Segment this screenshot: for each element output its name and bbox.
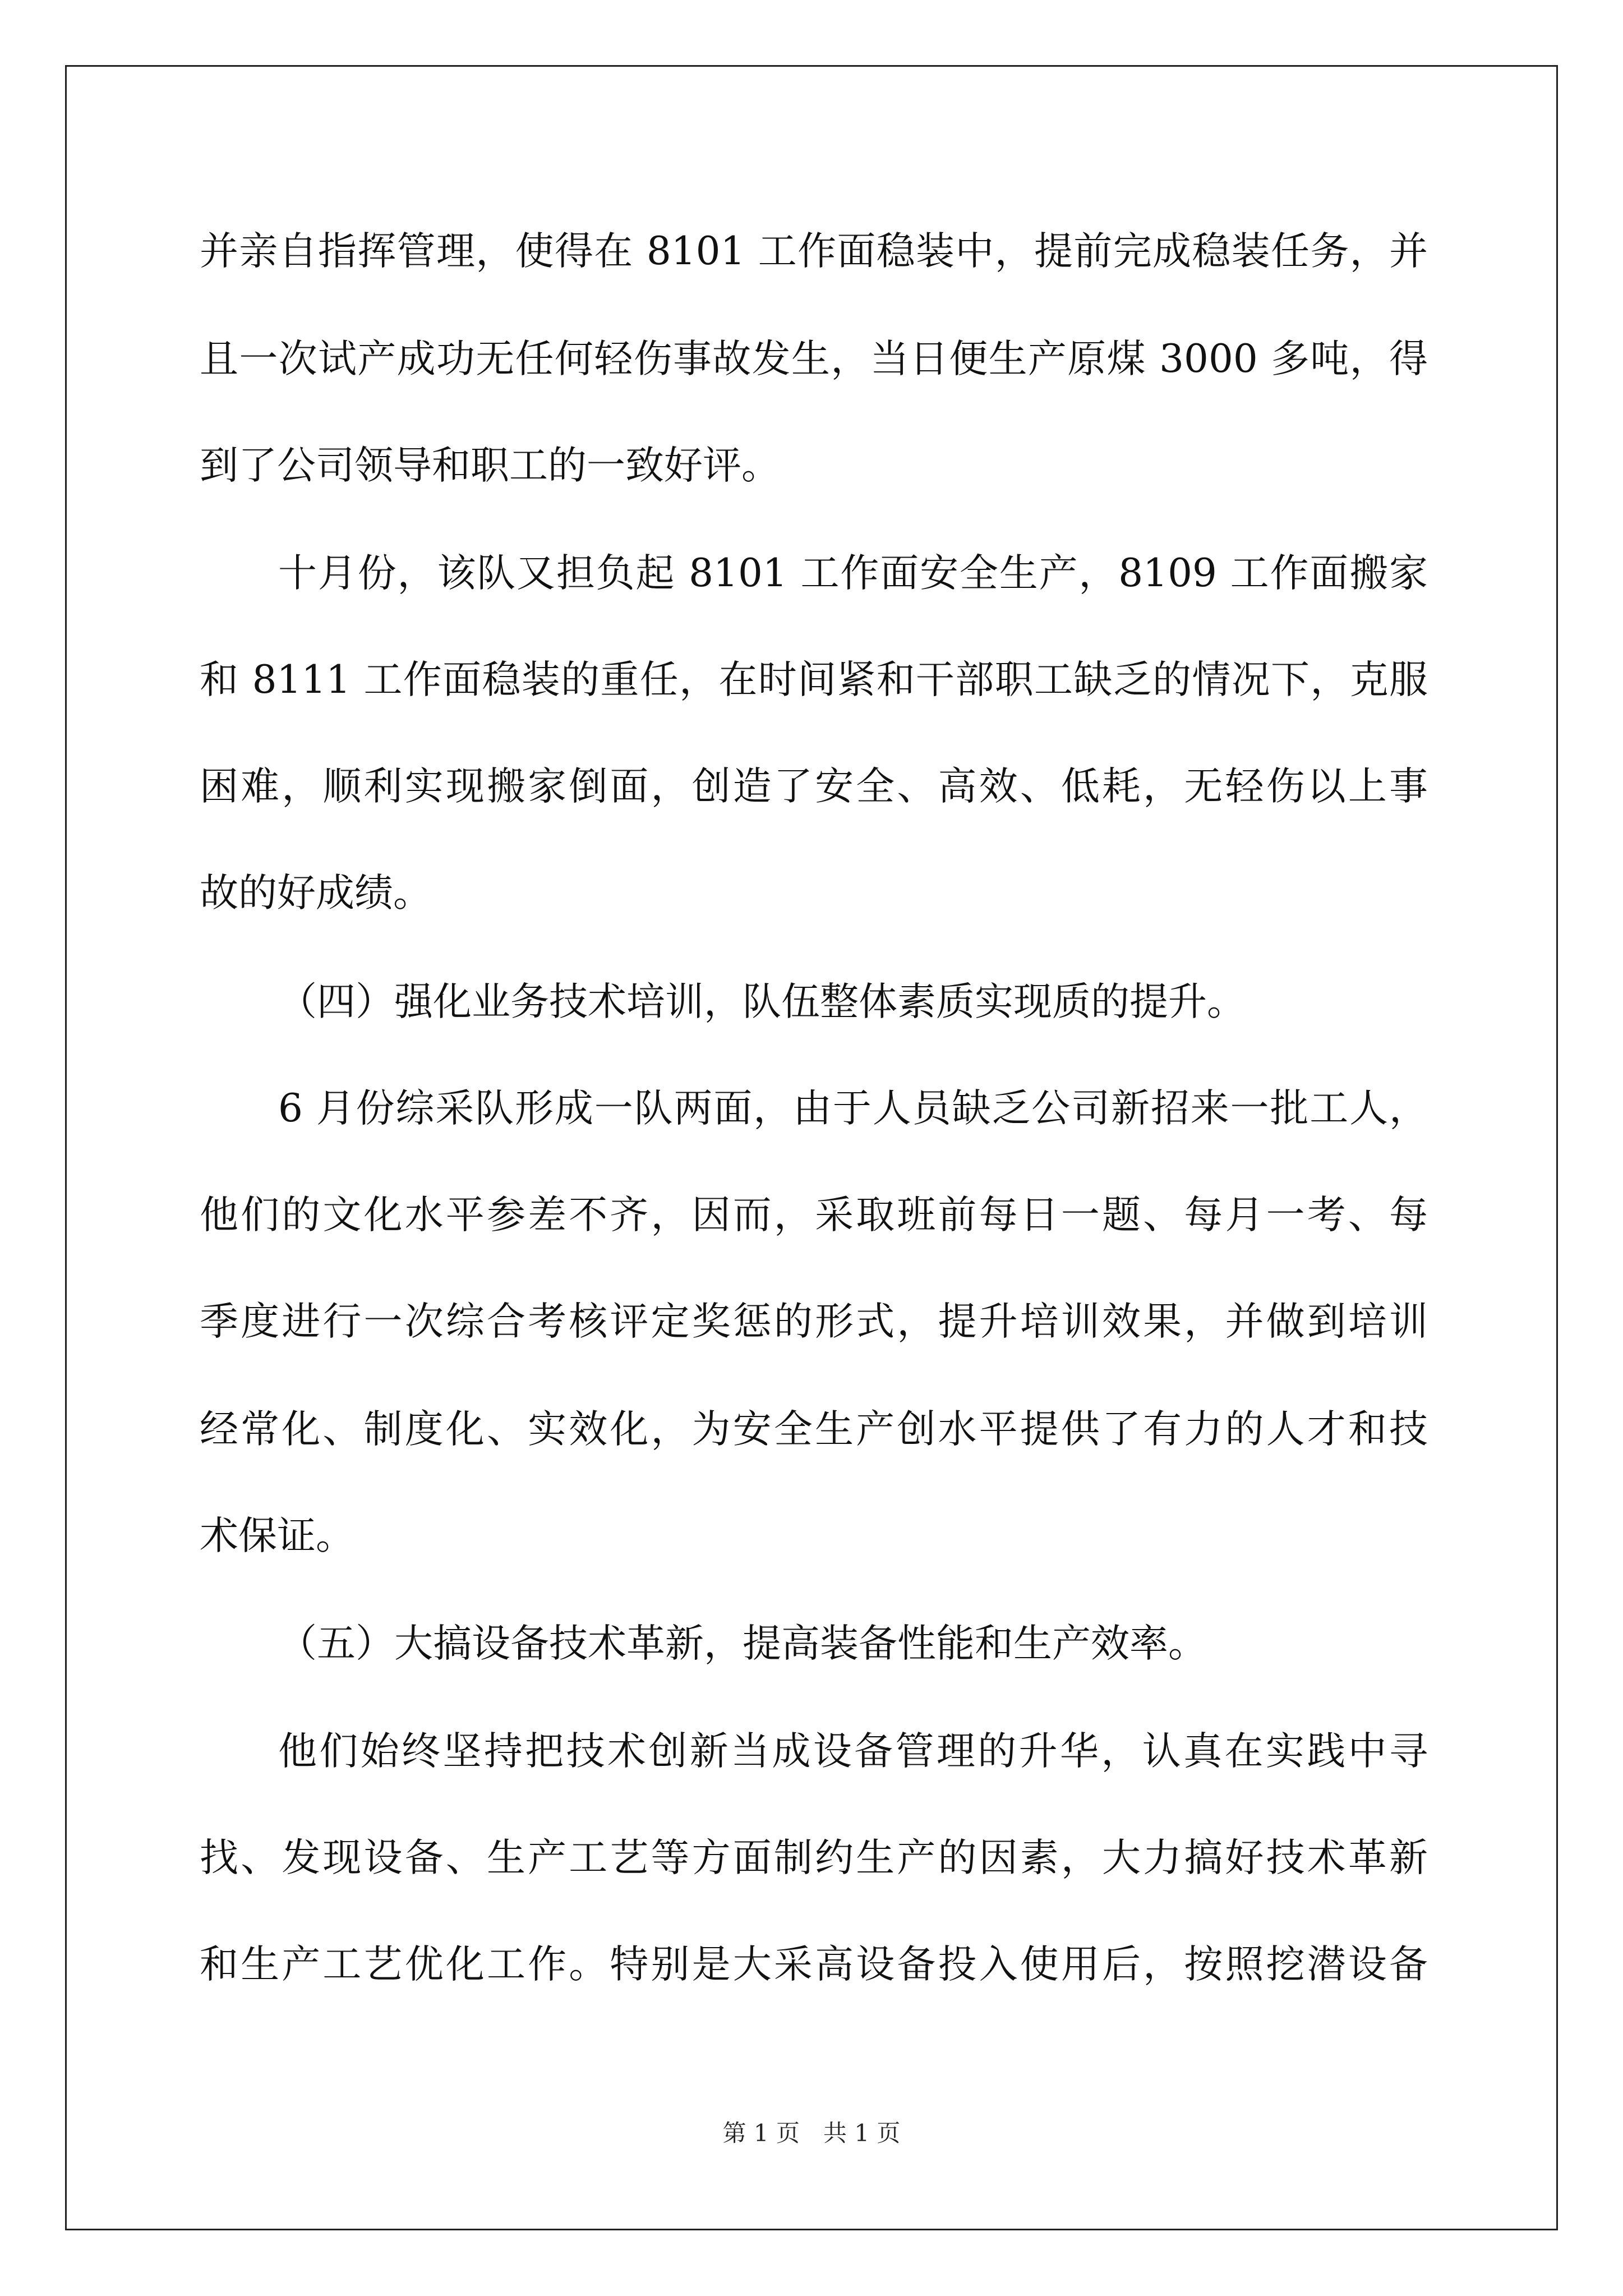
paragraph-line: 且一次试产成功无任何轻伤事故发生，当日便生产原煤 3000 多吨，得 — [200, 337, 1428, 381]
paragraph-line: 故的好成绩。 — [200, 871, 432, 915]
section-heading: （四）强化业务技术培训，队伍整体素质实现质的提升。 — [278, 979, 1246, 1024]
paragraph-line: 十月份，该队又担负起 8101 工作面安全生产，8109 工作面搬家 — [278, 551, 1428, 596]
paragraph-line: 困难，顺利实现搬家倒面，创造了安全、高效、低耗，无轻伤以上事 — [200, 764, 1428, 809]
paragraph-line: 到了公司领导和职工的一致好评。 — [200, 443, 780, 488]
paragraph-line: 术保证。 — [200, 1513, 354, 1558]
page-border — [65, 65, 1558, 2230]
paragraph-line: 并亲自指挥管理，使得在 8101 工作面稳装中，提前完成稳装任务，并 — [200, 229, 1428, 274]
paragraph-line: 他们的文化水平参差不齐，因而，采取班前每日一题、每月一考、每 — [200, 1193, 1428, 1237]
paragraph-line: 和 8111 工作面稳装的重任，在时间紧和干部职工缺乏的情况下，克服 — [200, 657, 1428, 702]
page-footer: 第 1 页 共 1 页 — [722, 2119, 901, 2147]
paragraph-line: 他们始终坚持把技术创新当成设备管理的升华，认真在实践中寻 — [278, 1729, 1428, 1774]
paragraph-line: 和生产工艺优化工作。特别是大采高设备投入使用后，按照挖潜设备 — [200, 1942, 1428, 1987]
paragraph-line: 找、发现设备、生产工艺等方面制约生产的因素，大力搞好技术革新 — [200, 1835, 1428, 1880]
section-heading: （五）大搞设备技术革新，提高装备性能和生产效率。 — [278, 1621, 1207, 1666]
paragraph-line: 季度进行一次综合考核评定奖惩的形式，提升培训效果，并做到培训 — [200, 1299, 1428, 1344]
paragraph-line: 6 月份综采队形成一队两面，由于人员缺乏公司新招来一批工人， — [278, 1086, 1428, 1131]
paragraph-line: 经常化、制度化、实效化，为安全生产创水平提供了有力的人才和技 — [200, 1407, 1428, 1452]
